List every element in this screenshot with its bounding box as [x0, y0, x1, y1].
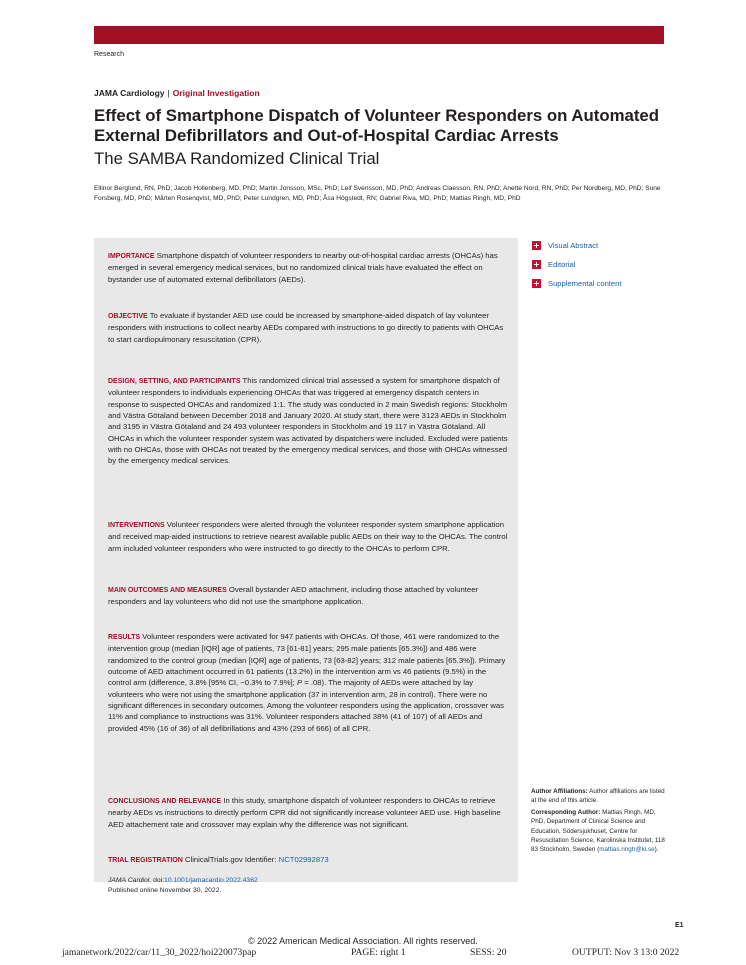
article-title: Effect of Smartphone Dispatch of Volunteer Responders on Automated External Defibrillators and Out-of-Hospital Cardiac Arrests: [94, 106, 660, 145]
importance-text: Smartphone dispatch of volunteer responders to nearby out-of-hospital cardiac arrests (OHCAs) has emerged in several emergency medical services, but no randomized clinical trials have evaluated the effect on bystander use of automated external defibrillators (AEDs).: [108, 251, 498, 284]
supplemental-content-label: Supplemental content: [548, 279, 622, 288]
published-date: Published online November 30, 2022.: [108, 887, 222, 894]
author-list: Ellinor Berglund, RN, PhD; Jacob Hollenberg, MD, PhD; Martin Jonsson, MSc, PhD; Leif Svensson, MD, PhD; Andreas Claesson, RN, PhD; Anette Nord, RN, PhD; Per Nordberg, MD, PhD; Sune Forsberg, MD, PhD; Mårten Rosenqvist, MD, PhD; Peter Lundgren, MD, PhD; Åsa Högstedt, RN; Gabriel Riva, MD, PhD; Mattias Ringh, MD, PhD: [94, 185, 661, 203]
editorial-label: Editorial: [548, 260, 576, 269]
abstract-results: [108, 631, 508, 734]
visual-abstract-link[interactable]: [532, 236, 672, 255]
copyright-notice: © 2022 American Medical Association. All rights reserved.: [248, 936, 478, 946]
citation-journal: JAMA Cardiol.: [108, 877, 152, 884]
article-subtitle: The SAMBA Randomized Clinical Trial: [94, 149, 380, 168]
abstract-importance: [108, 250, 508, 285]
design-text: This randomized clinical trial assessed a system for smartphone dispatch of volunteer responders to individuals experiencing OHCAs that was triggered at emergency dispatch centers in response to suspected OHCAs and randomized 1:1. The study was conducted in 2 main Swedish regions: Stockholm and Västra Götaland between December 2018 and January 2020. At study start, there were 3123 AEDs in Stockholm and 3195 in Västra Götaland and 24 493 volunteer responders in Stockholm and 19 117 in Västra Götaland. All OHCAs in which the volunteer responder system was activated by dispatchers were included. Excluded were patients with no OHCAs, those with OHCAs not treated by the emergency medical services, and those with OHCAs witnessed by the emergency medical services.: [108, 376, 508, 466]
outcomes-text: Overall bystander AED attachment, including those attached by volunteer responders and lay volunteers who did not use the smartphone application.: [108, 585, 479, 607]
side-links: [532, 236, 672, 293]
page-number: E1: [675, 922, 684, 929]
results-text-1: Volunteer responders were activated for 947 patients with OHCAs. Of those, 461 were randomized to the intervention group (median [IQR] age of patients, 73 [61-81] years; 295 male patients [65.3%]) and 486 were randomized to the control group (median [IQR] age of patients, 73 [63-82] years; 312 male patients [65.3%]). Primary outcome of AED attachment occurred in 61 patients (13.2%) in the intervention arm vs 46 patients (9.5%) in the control arm (difference, 3.8% [95% CI, −0.3% to 7.9%];: [108, 632, 506, 688]
plus-icon: [532, 279, 541, 288]
p-value-symbol: P: [296, 678, 303, 688]
abstract-registration: [108, 854, 508, 866]
registration-heading: TRIAL REGISTRATION: [108, 857, 183, 864]
citation-block: [108, 876, 258, 896]
importance-heading: IMPORTANCE: [108, 253, 155, 260]
conclusions-text: In this study, smartphone dispatch of volunteer responders to OHCAs to retrieve nearby AEDs vs instructions to directly perform CPR did not significantly increase volunteer AED use. High baseline AED attachement rate and crossover may explain why the difference was not significant.: [108, 796, 501, 829]
affiliations-note: [531, 787, 671, 806]
citation-line: [108, 876, 258, 886]
header-color-bar: [94, 26, 664, 44]
footer-output: OUTPUT: Nov 3 13:0 2022: [572, 947, 680, 958]
journal-line: [94, 88, 260, 98]
citation-doi-prefix: doi:: [151, 877, 165, 884]
abstract-objective: [108, 310, 508, 345]
corresponding-heading: Corresponding Author:: [531, 808, 601, 816]
abstract-outcomes: [108, 584, 508, 608]
abstract-box: [94, 238, 518, 894]
affiliations-text: Author affiliations are listed at the end of this article.: [531, 788, 665, 805]
footer-session: SESS: 20: [470, 947, 507, 958]
visual-abstract-label: Visual Abstract: [548, 241, 599, 250]
design-heading: DESIGN, SETTING, AND PARTICIPANTS: [108, 378, 241, 385]
corresponding-text: Mattias Ringh, MD, PhD, Department of Clinical Science and Education, Södersjukhuset, Centre for Resuscitation Science, Karolinska Institutet, 118 83 Stockholm, Sweden (: [531, 808, 665, 854]
abstract-design: [108, 375, 508, 467]
editorial-link[interactable]: [532, 255, 672, 274]
footer-page: PAGE: right 1: [351, 947, 406, 958]
registration-text: ClinicalTrials.gov Identifier:: [184, 855, 279, 864]
affiliations-heading: Author Affiliations:: [531, 788, 588, 795]
author-affiliations: [531, 787, 671, 855]
plus-icon: [532, 260, 541, 269]
outcomes-heading: MAIN OUTCOMES AND MEASURES: [108, 587, 227, 594]
abstract-interventions: [108, 519, 508, 554]
plus-icon: [532, 241, 541, 250]
objective-heading: OBJECTIVE: [108, 313, 148, 320]
abstract-conclusions: [108, 795, 508, 830]
footer-file-path: jamanetwork/2022/car/11_30_2022/hoi220073pap: [62, 947, 257, 958]
corresponding-end: ).: [654, 846, 659, 854]
journal-name: JAMA Cardiology: [94, 88, 165, 98]
results-heading: RESULTS: [108, 634, 141, 641]
journal-separator: |: [167, 88, 170, 98]
conclusions-heading: CONCLUSIONS AND RELEVANCE: [108, 798, 222, 805]
doi-link[interactable]: 10.1001/jamacardio.2022.4362: [164, 877, 258, 884]
results-text-2: = .08). The majority of AEDs were attached by lay volunteers who were not using the smartphone application (37 in intervention arm, 28 in control). There were no significant differences in secondary outcomes. Among the volunteer responders using the application, crossover was 11% and compliance to instructions was 31%. Volunteer responders attached 38% (41 of 107) of all AEDs and provided 45% (16 of 36) of all defibrillations and 43% (293 of 666) of all CPR.: [108, 678, 504, 733]
corresponding-author: [531, 808, 671, 855]
section-label: Research: [94, 51, 124, 58]
trial-id-link[interactable]: NCT02992873: [278, 855, 329, 864]
objective-text: To evaluate if bystander AED use could be increased by smartphone-aided dispatch of lay volunteer responders with instructions to collect nearby AEDs compared with instructions to go directly to patients with OHCAs to start cardiopulmonary resuscitation (CPR).: [108, 311, 504, 344]
supplemental-content-link[interactable]: [532, 274, 672, 293]
interventions-text: Volunteer responders were alerted through the volunteer responder system smartphone application and received map-aided instructions to retrieve nearest available public AEDs on their way to the OHCAs. The control arm included volunteer responders who were instructed to go directly to the OHCAs to perform CPR.: [108, 520, 508, 553]
article-type: Original Investigation: [172, 88, 260, 98]
email-link[interactable]: mattias.ringh@ki.se: [599, 846, 655, 854]
interventions-heading: INTERVENTIONS: [108, 522, 165, 529]
